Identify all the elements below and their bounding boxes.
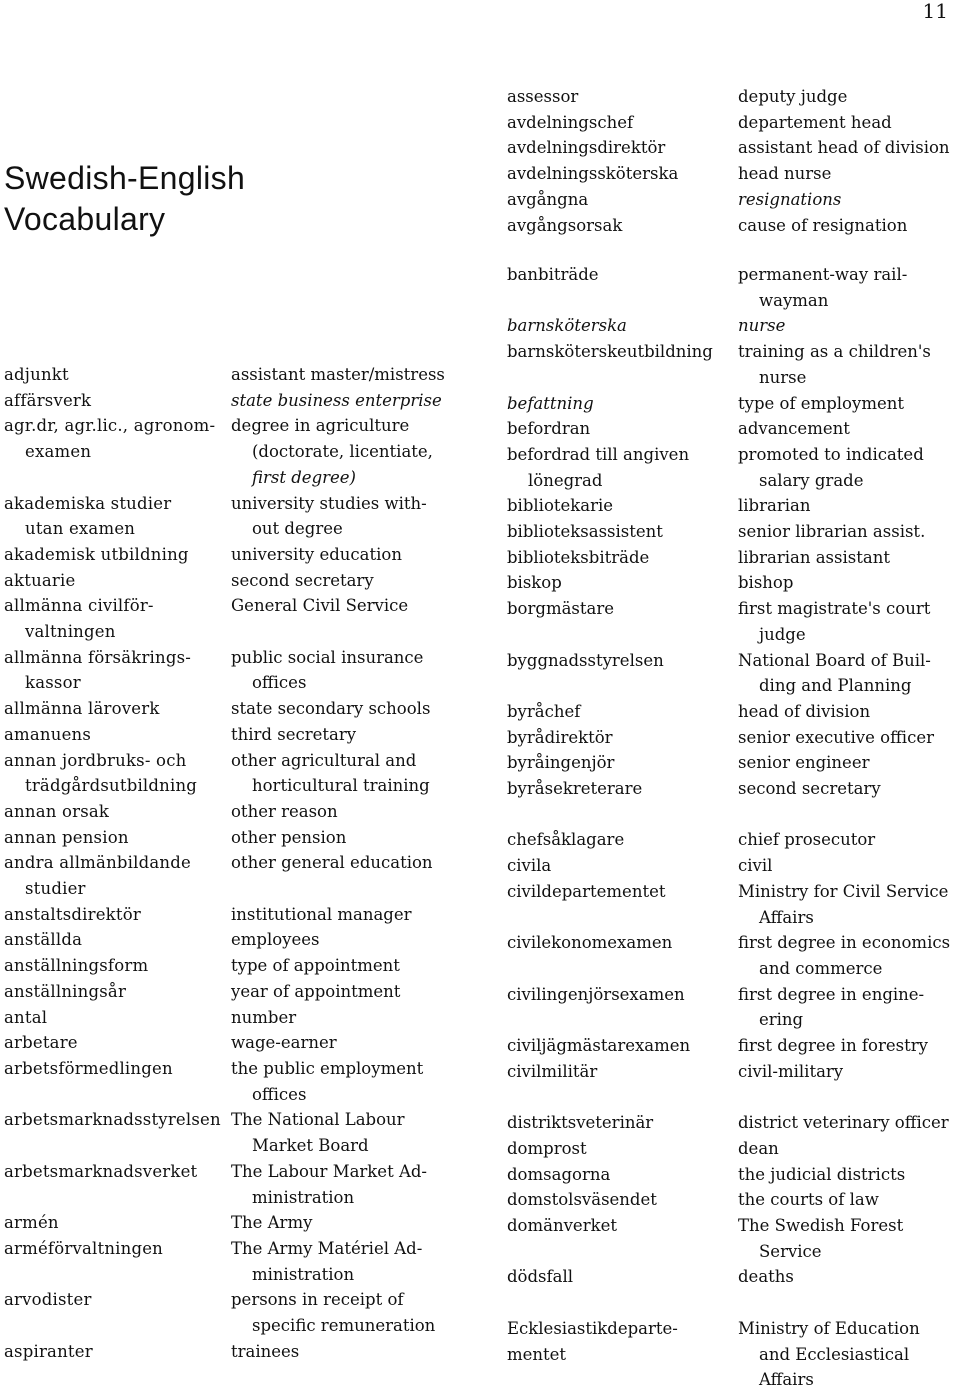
left-sv-entry: annan pension	[4, 827, 129, 847]
right-sv-entry: civilekonomexamen	[507, 933, 673, 953]
top-en-entry: deputy judge	[738, 87, 848, 106]
left-en-entry: other general education	[231, 853, 433, 873]
right-en-entry: senior engineer	[738, 753, 870, 773]
right-sv-entry: banbiträde	[507, 265, 599, 284]
left-sv-entry: allmänna försäkrings-	[4, 647, 192, 667]
left-en-entry: persons in receipt of	[231, 1290, 404, 1310]
left-sv-entry	[4, 1082, 221, 1108]
right-en-entry: training as a children's	[738, 342, 931, 362]
right-sv-entry: barnsköterska	[507, 316, 627, 336]
right-en-entry: chief prosecutor	[738, 830, 876, 850]
right-sv-entry: civilingenjörsexamen	[507, 984, 685, 1004]
right-en-entry	[738, 1085, 950, 1111]
right-sv-entry: bibliotekarie	[507, 496, 614, 516]
left-en-entry: second secretary	[231, 570, 374, 590]
right-sv-entry: byrådirektör	[507, 727, 613, 747]
top-en-entry: cause of resignation	[738, 215, 908, 235]
right-swedish-column	[507, 262, 713, 1367]
left-sv-entry	[4, 1185, 221, 1211]
right-sv-entry: befattning	[507, 393, 594, 413]
left-sv-entry: andra allmänbildande	[4, 853, 191, 873]
left-en-entry: other pension	[231, 827, 347, 847]
right-sv-entry	[507, 365, 713, 391]
left-en-entry: degree in agriculture	[231, 416, 410, 436]
right-en-entry: the courts of law	[738, 1190, 879, 1210]
top-en-entry: resignations	[738, 189, 842, 209]
right-en-entry: librarian	[738, 496, 811, 516]
right-en-entry: head of division	[738, 701, 871, 721]
left-en-entry: ministration	[252, 1187, 355, 1207]
right-sv-entry: borgmästare	[507, 599, 615, 619]
left-en-entry: horticultural training	[252, 776, 430, 796]
right-sv-entry	[507, 673, 713, 699]
left-sv-entry: akademiska studier	[4, 493, 172, 513]
top-en-entry: departement head	[738, 112, 892, 132]
left-en-entry: offices	[252, 673, 307, 693]
left-sv-entry: affärsverk	[4, 390, 92, 410]
right-sv-entry: civiljägmästarexamen	[507, 1036, 691, 1056]
left-sv-entry: anställningsår	[4, 981, 127, 1001]
right-en-entry: first magistrate's court	[738, 599, 931, 619]
right-sv-entry: mentet	[507, 1344, 567, 1364]
right-en-entry: and commerce	[759, 958, 883, 978]
right-en-entry: dean	[738, 1138, 779, 1158]
left-en-entry: assistant master/mistress	[231, 365, 445, 384]
left-sv-entry: annan orsak	[4, 801, 110, 821]
left-en-entry: The Army	[231, 1213, 313, 1233]
left-en-entry: number	[231, 1007, 297, 1027]
left-sv-entry: valtningen	[25, 622, 116, 642]
right-sv-entry: civila	[507, 856, 552, 876]
right-en-entry: promoted to indicated	[738, 444, 924, 464]
left-sv-entry: kassor	[25, 673, 81, 693]
left-sv-entry: arbetsmarknadsstyrelsen	[4, 1110, 221, 1130]
top-sv-entry: avgångsorsak	[507, 215, 623, 235]
right-sv-entry: barnsköterskeutbildning	[507, 342, 713, 362]
right-en-entry: civil-military	[738, 1061, 844, 1081]
left-en-entry: ministration	[252, 1264, 355, 1284]
right-sv-entry: chefsåklagare	[507, 830, 625, 850]
left-en-entry: the public employment	[231, 1058, 424, 1078]
page-title	[4, 158, 245, 240]
right-en-entry: librarian assistant	[738, 547, 890, 567]
right-sv-entry: befordran	[507, 419, 591, 439]
right-sv-entry: domänverket	[507, 1216, 617, 1236]
left-sv-entry: arbetsmarknadsverket	[4, 1161, 198, 1181]
right-sv-entry	[507, 1085, 713, 1111]
left-en-entry: General Civil Service	[231, 596, 409, 616]
top-sv-entry: avdelningsdirektör	[507, 138, 666, 158]
left-en-entry: type of appointment	[231, 956, 400, 976]
right-en-entry: The Swedish Forest	[738, 1216, 904, 1236]
right-sv-entry: biblioteksassistent	[507, 522, 663, 542]
right-en-entry: first degree in forestry	[738, 1036, 928, 1056]
right-en-entry: judge	[759, 624, 806, 644]
left-en-entry: Market Board	[252, 1136, 369, 1156]
right-en-entry: ering	[759, 1010, 804, 1030]
left-sv-entry: akademisk utbildning	[4, 544, 189, 564]
left-sv-entry	[4, 1133, 221, 1159]
right-en-entry	[738, 1290, 950, 1316]
left-en-entry: specific remuneration	[252, 1316, 436, 1336]
top-en-entry: head nurse	[738, 164, 832, 184]
right-en-entry: permanent-way rail-	[738, 265, 908, 284]
left-sv-entry	[4, 1262, 221, 1288]
left-en-entry: other reason	[231, 801, 338, 821]
left-en-entry: out degree	[252, 519, 343, 539]
right-sv-entry	[507, 1239, 713, 1265]
left-sv-entry	[4, 1313, 221, 1339]
right-sv-entry: distriktsveterinär	[507, 1113, 654, 1133]
right-sv-entry: dödsfall	[507, 1267, 574, 1287]
left-en-entry	[231, 876, 445, 902]
right-en-entry: National Board of Buil-	[738, 650, 931, 670]
right-en-entry: Affairs	[759, 907, 814, 927]
right-sv-entry: civildepartementet	[507, 881, 666, 901]
left-en-entry: wage-earner	[231, 1033, 337, 1053]
right-sv-entry	[507, 905, 713, 931]
left-en-entry: employees	[231, 930, 320, 950]
right-sv-entry: domstolsväsendet	[507, 1190, 657, 1210]
left-sv-entry: agr.dr, agr.lic., agronom-	[4, 416, 216, 436]
left-sv-entry: trädgårdsutbildning	[25, 776, 198, 796]
left-en-entry: first degree)	[252, 467, 356, 487]
title-line-2: Vocabulary	[4, 201, 166, 237]
right-en-entry: Ministry of Education	[738, 1318, 920, 1338]
right-sv-entry	[507, 802, 713, 828]
top-en-entry: assistant head of division	[738, 138, 950, 158]
top-sv-entry: avdelningssköterska	[507, 164, 679, 184]
left-sv-entry: aspiranter	[4, 1341, 93, 1361]
top-english-column	[738, 84, 950, 238]
left-en-entry: offices	[252, 1084, 307, 1104]
left-sv-entry: utan examen	[25, 519, 136, 539]
right-sv-entry: byråingenjör	[507, 753, 615, 773]
left-sv-entry: arvodister	[4, 1290, 92, 1310]
left-sv-entry: arbetsförmedlingen	[4, 1058, 173, 1078]
left-sv-entry: allmänna läroverk	[4, 699, 160, 719]
right-sv-entry: biskop	[507, 573, 562, 593]
left-sv-entry	[4, 465, 221, 491]
left-en-entry: public social insurance	[231, 647, 424, 667]
right-en-entry: type of employment	[738, 393, 904, 413]
right-en-entry: district veterinary officer	[738, 1113, 949, 1133]
left-sv-entry: arméförvaltningen	[4, 1238, 164, 1258]
right-sv-entry: domprost	[507, 1138, 587, 1158]
right-en-entry: wayman	[759, 290, 829, 310]
left-sv-entry: adjunkt	[4, 365, 69, 384]
right-sv-entry: byråchef	[507, 701, 581, 721]
right-en-entry: advancement	[738, 419, 850, 439]
right-en-entry: nurse	[738, 316, 786, 336]
left-sv-entry: aktuarie	[4, 570, 76, 590]
right-sv-entry: byråsekreterare	[507, 779, 643, 799]
right-sv-entry: domsagorna	[507, 1164, 611, 1184]
right-sv-entry	[507, 622, 713, 648]
right-en-entry: senior executive officer	[738, 727, 934, 747]
left-en-entry: The National Labour	[231, 1110, 405, 1130]
left-en-entry: trainees	[231, 1341, 300, 1361]
right-en-entry: civil	[738, 856, 773, 876]
right-en-entry: senior librarian assist.	[738, 522, 926, 542]
left-sv-entry: armén	[4, 1213, 59, 1233]
right-en-entry: salary grade	[759, 470, 864, 490]
left-sv-entry: anställda	[4, 930, 83, 950]
top-sv-entry: assessor	[507, 87, 579, 106]
right-en-entry: second secretary	[738, 779, 881, 799]
left-english-column	[231, 362, 445, 1364]
left-en-entry: state business enterprise	[231, 390, 442, 410]
right-en-entry: first degree in engine-	[738, 984, 925, 1004]
right-sv-entry: befordrad till angiven	[507, 444, 690, 464]
left-sv-entry: allmänna civilför-	[4, 596, 154, 616]
right-en-entry: ding and Planning	[759, 676, 912, 696]
right-sv-entry	[507, 288, 713, 314]
left-sv-entry: amanuens	[4, 724, 92, 744]
right-en-entry: the judicial districts	[738, 1164, 906, 1184]
top-swedish-column	[507, 84, 678, 238]
right-sv-entry: civilmilitär	[507, 1061, 598, 1081]
left-en-entry: state secondary schools	[231, 699, 431, 719]
left-en-entry: university studies with-	[231, 493, 427, 513]
right-sv-entry	[507, 1007, 713, 1033]
left-en-entry: The Army Matériel Ad-	[231, 1238, 423, 1258]
right-sv-entry: Ecklesiastikdeparte-	[507, 1318, 678, 1338]
left-en-entry: The Labour Market Ad-	[231, 1161, 428, 1181]
left-sv-entry: anstaltsdirektör	[4, 904, 141, 924]
right-en-entry	[738, 802, 950, 828]
right-sv-entry: lönegrad	[528, 470, 603, 490]
right-sv-entry	[507, 1290, 713, 1316]
right-en-entry: Service	[759, 1241, 822, 1261]
page-number: 11	[922, 0, 948, 23]
left-sv-entry: examen	[25, 442, 92, 462]
right-en-entry: deaths	[738, 1267, 794, 1287]
left-en-entry: third secretary	[231, 724, 357, 744]
top-sv-entry: avgångna	[507, 189, 589, 209]
left-sv-entry: annan jordbruks- och	[4, 750, 187, 770]
title-line-1: Swedish-English	[4, 160, 246, 196]
right-sv-entry: biblioteksbiträde	[507, 547, 650, 567]
left-swedish-column	[4, 362, 221, 1364]
left-sv-entry: arbetare	[4, 1033, 78, 1053]
left-sv-entry: studier	[25, 879, 86, 899]
right-en-entry: nurse	[759, 367, 807, 387]
right-en-entry: Ministry for Civil Service	[738, 881, 949, 901]
right-en-entry: bishop	[738, 573, 794, 593]
left-sv-entry: anställningsform	[4, 956, 149, 976]
left-en-entry	[231, 619, 445, 645]
right-en-entry: Affairs	[759, 1370, 814, 1390]
top-sv-entry: avdelningschef	[507, 112, 634, 132]
right-english-column	[738, 262, 950, 1393]
right-en-entry: first degree in economics	[738, 933, 951, 953]
left-sv-entry: antal	[4, 1007, 48, 1027]
left-en-entry: university education	[231, 544, 402, 564]
right-en-entry: and Ecclesiastical	[759, 1344, 910, 1364]
left-en-entry: institutional manager	[231, 904, 412, 924]
right-sv-entry: byggnadsstyrelsen	[507, 650, 664, 670]
left-en-entry: other agricultural and	[231, 750, 417, 770]
left-en-entry: year of appointment	[231, 981, 401, 1001]
right-sv-entry	[507, 956, 713, 982]
left-en-entry: (doctorate, licentiate,	[252, 442, 433, 462]
